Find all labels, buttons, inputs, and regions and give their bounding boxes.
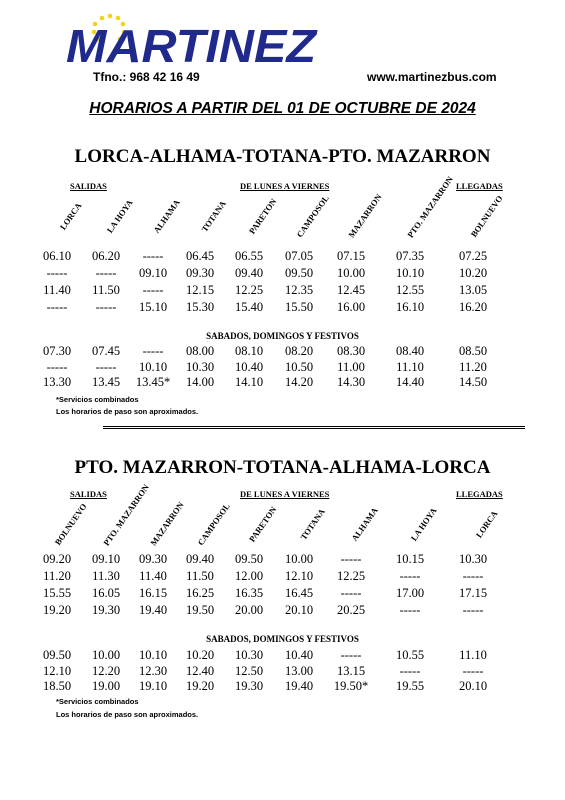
time-cell: 20.10 — [458, 679, 488, 693]
time-cell: 11.50 — [186, 569, 214, 583]
time-cell: ----- — [46, 300, 68, 314]
time-cell: 10.55 — [395, 648, 425, 662]
time-cell: 17.15 — [458, 586, 488, 600]
time-cell: 14.20 — [284, 375, 314, 389]
time-cell: 11.40 — [139, 569, 167, 583]
time-cell: 10.30 — [185, 359, 215, 374]
time-cell: 12.20 — [91, 663, 121, 678]
time-cell: 16.35 — [234, 586, 264, 600]
time-cell: 16.05 — [91, 586, 121, 600]
time-cell: 16.20 — [458, 300, 488, 314]
route2-llegadas-label: LLEGADAS — [456, 489, 503, 499]
time-cell: ----- — [142, 344, 164, 358]
phone-number: Tfno.: 968 42 16 49 — [93, 70, 200, 84]
time-cell: 10.10 — [138, 648, 168, 662]
time-cell: 12.00 — [234, 569, 264, 583]
time-cell: 19.20 — [185, 679, 215, 693]
time-cell: 10.10 — [138, 359, 168, 374]
time-cell: 07.30 — [42, 344, 72, 358]
stop-header-pareton: PARETON — [246, 196, 279, 236]
time-cell: ----- — [399, 603, 421, 617]
time-cell: 12.25 — [234, 283, 264, 297]
time-cell: 12.25 — [336, 569, 366, 583]
time-cell: 16.45 — [284, 586, 314, 600]
time-cell: 07.35 — [395, 249, 425, 263]
time-cell: 19.00 — [91, 679, 121, 693]
time-cell: ----- — [95, 300, 117, 314]
time-cell: 07.45 — [91, 344, 121, 358]
stop-header-alhama: ALHAMA — [349, 505, 380, 543]
stop-header-bolnuevo: BOLNUEVO — [468, 193, 505, 239]
time-cell: 06.20 — [91, 249, 121, 263]
time-cell: ----- — [95, 359, 117, 374]
time-cell: 09.50 — [42, 648, 72, 662]
time-cell: 13.05 — [458, 283, 488, 297]
time-cell: 11.30 — [92, 569, 120, 583]
time-cell: 13.45* — [135, 375, 171, 389]
time-cell: 13.30 — [42, 375, 72, 389]
time-cell: 16.00 — [336, 300, 366, 314]
time-cell: 15.10 — [138, 300, 168, 314]
martinez-logo — [64, 12, 319, 70]
stop-header-la-hoya: LA HOYA — [408, 505, 439, 543]
time-cell: 15.55 — [42, 586, 72, 600]
time-cell: 07.25 — [458, 249, 488, 263]
time-cell: 19.10 — [138, 679, 168, 693]
time-cell: ----- — [399, 569, 421, 583]
route1-note-approx: Los horarios de paso son aproximados. — [56, 407, 199, 416]
route2-title: PTO. MAZARRON-TOTANA-ALHAMA-LORCA — [74, 457, 491, 478]
page-title: HORARIOS A PARTIR DEL 01 DE OCTUBRE DE 2024 — [89, 100, 476, 117]
stop-header-camposol: CAMPOSOL — [294, 193, 331, 240]
time-cell: 20.25 — [336, 603, 366, 617]
time-cell: 06.45 — [185, 249, 215, 263]
time-cell: ----- — [46, 359, 68, 374]
route1-title: LORCA-ALHAMA-TOTANA-PTO. MAZARRON — [74, 146, 491, 167]
time-cell: ----- — [399, 663, 421, 678]
time-cell: ----- — [46, 266, 68, 280]
time-cell: 12.45 — [336, 283, 366, 297]
time-cell: 12.15 — [185, 283, 215, 297]
time-cell: ----- — [462, 663, 484, 678]
time-cell: 06.10 — [42, 249, 72, 263]
time-cell: 11.40 — [43, 283, 71, 297]
time-cell: 15.30 — [185, 300, 215, 314]
time-cell: 14.00 — [185, 375, 215, 389]
time-cell: 16.25 — [185, 586, 215, 600]
time-cell: 15.50 — [284, 300, 314, 314]
time-cell: 12.10 — [284, 569, 314, 583]
stop-header-totana: TOTANA — [298, 506, 327, 542]
time-cell: ----- — [462, 569, 484, 583]
time-cell: 19.40 — [138, 603, 168, 617]
time-cell: 07.15 — [336, 249, 366, 263]
time-cell: 08.30 — [336, 344, 366, 358]
time-cell: 20.00 — [234, 603, 264, 617]
stop-header-pto-mazarron: PTO. MAZARRON — [405, 174, 455, 240]
time-cell: 06.55 — [234, 249, 264, 263]
stop-header-la-hoya: LA HOYA — [104, 197, 135, 235]
time-cell: 10.30 — [458, 552, 488, 566]
time-cell: 10.15 — [395, 552, 425, 566]
time-cell: 10.00 — [284, 552, 314, 566]
website-link[interactable]: www.martinezbus.com — [367, 70, 497, 84]
time-cell: 15.40 — [234, 300, 264, 314]
time-cell: ----- — [462, 603, 484, 617]
stop-header-pto-mazarron: PTO. MAZARRON — [101, 482, 151, 548]
time-cell: 19.40 — [284, 679, 314, 693]
time-cell: ----- — [340, 586, 362, 600]
time-cell: 18.50 — [42, 679, 72, 693]
route1-llegadas-label: LLEGADAS — [456, 181, 503, 191]
time-cell: 10.00 — [336, 266, 366, 280]
time-cell: 19.30 — [91, 603, 121, 617]
stop-header-camposol: CAMPOSOL — [195, 501, 232, 548]
route2-weekend-label: SABADOS, DOMINGOS Y FESTIVOS — [206, 634, 359, 644]
time-cell: 13.45 — [91, 375, 121, 389]
time-cell: ----- — [142, 249, 164, 263]
time-cell: 09.20 — [42, 552, 72, 566]
route1-salidas-label: SALIDAS — [70, 181, 107, 191]
time-cell: 08.00 — [185, 344, 215, 358]
time-cell: 10.50 — [284, 359, 314, 374]
time-cell: 19.50 — [185, 603, 215, 617]
route1-weekend-label: SABADOS, DOMINGOS Y FESTIVOS — [206, 331, 359, 341]
time-cell: 11.00 — [337, 359, 365, 374]
stop-header-mazarron: MAZARRON — [148, 500, 186, 548]
time-cell: 20.10 — [284, 603, 314, 617]
time-cell: 09.30 — [138, 552, 168, 566]
time-cell: 09.50 — [284, 266, 314, 280]
time-cell: 10.20 — [458, 266, 488, 280]
time-cell: ----- — [95, 266, 117, 280]
time-cell: 14.10 — [234, 375, 264, 389]
time-cell: 14.30 — [336, 375, 366, 389]
time-cell: 12.50 — [234, 663, 264, 678]
time-cell: 13.00 — [284, 663, 314, 678]
time-cell: ----- — [340, 552, 362, 566]
time-cell: 19.55 — [395, 679, 425, 693]
time-cell: 12.10 — [42, 663, 72, 678]
time-cell: 19.50* — [333, 679, 369, 693]
time-cell: 11.50 — [92, 283, 120, 297]
time-cell: 11.20 — [43, 569, 71, 583]
route2-note-approx: Los horarios de paso son aproximados. — [56, 710, 199, 719]
time-cell: 10.30 — [234, 648, 264, 662]
time-cell: 17.00 — [395, 586, 425, 600]
time-cell: 12.35 — [284, 283, 314, 297]
time-cell: 13.15 — [336, 663, 366, 678]
time-cell: 07.05 — [284, 249, 314, 263]
stop-header-lorca: LORCA — [473, 508, 500, 540]
time-cell: 09.10 — [138, 266, 168, 280]
time-cell: 14.40 — [395, 375, 425, 389]
time-cell: 10.10 — [395, 266, 425, 280]
time-cell: 10.40 — [284, 648, 314, 662]
route1-weekday-label: DE LUNES A VIERNES — [240, 181, 330, 191]
time-cell: 11.20 — [459, 359, 487, 374]
stop-header-alhama: ALHAMA — [151, 197, 182, 235]
route1-note-combined: *Servicios combinados — [56, 395, 139, 404]
time-cell: 09.40 — [185, 552, 215, 566]
time-cell: 11.10 — [459, 648, 487, 662]
stop-header-totana: TOTANA — [199, 198, 228, 234]
time-cell: 10.40 — [234, 359, 264, 374]
time-cell: 08.10 — [234, 344, 264, 358]
time-cell: 08.50 — [458, 344, 488, 358]
stop-header-bolnuevo: BOLNUEVO — [52, 501, 89, 547]
time-cell: 11.10 — [396, 359, 424, 374]
route2-note-combined: *Servicios combinados — [56, 697, 139, 706]
route2-salidas-label: SALIDAS — [70, 489, 107, 499]
time-cell: ----- — [340, 648, 362, 662]
time-cell: 12.30 — [138, 663, 168, 678]
stop-header-pareton: PARETON — [246, 504, 279, 544]
brand-wordmark: MARTINEZ — [66, 20, 319, 70]
time-cell: 12.55 — [395, 283, 425, 297]
time-cell: 14.50 — [458, 375, 488, 389]
time-cell: 19.20 — [42, 603, 72, 617]
time-cell: 08.40 — [395, 344, 425, 358]
section-divider — [103, 426, 525, 429]
stop-header-lorca: LORCA — [57, 200, 84, 232]
time-cell: 10.00 — [91, 648, 121, 662]
time-cell: 08.20 — [284, 344, 314, 358]
time-cell: 09.40 — [234, 266, 264, 280]
time-cell: 16.10 — [395, 300, 425, 314]
stop-header-mazarron: MAZARRON — [346, 192, 384, 240]
time-cell: 09.10 — [91, 552, 121, 566]
route2-weekday-label: DE LUNES A VIERNES — [240, 489, 330, 499]
time-cell: 12.40 — [185, 663, 215, 678]
time-cell: 19.30 — [234, 679, 264, 693]
time-cell: 16.15 — [138, 586, 168, 600]
time-cell: 09.30 — [185, 266, 215, 280]
time-cell: 09.50 — [234, 552, 264, 566]
time-cell: ----- — [142, 283, 164, 297]
time-cell: 10.20 — [185, 648, 215, 662]
